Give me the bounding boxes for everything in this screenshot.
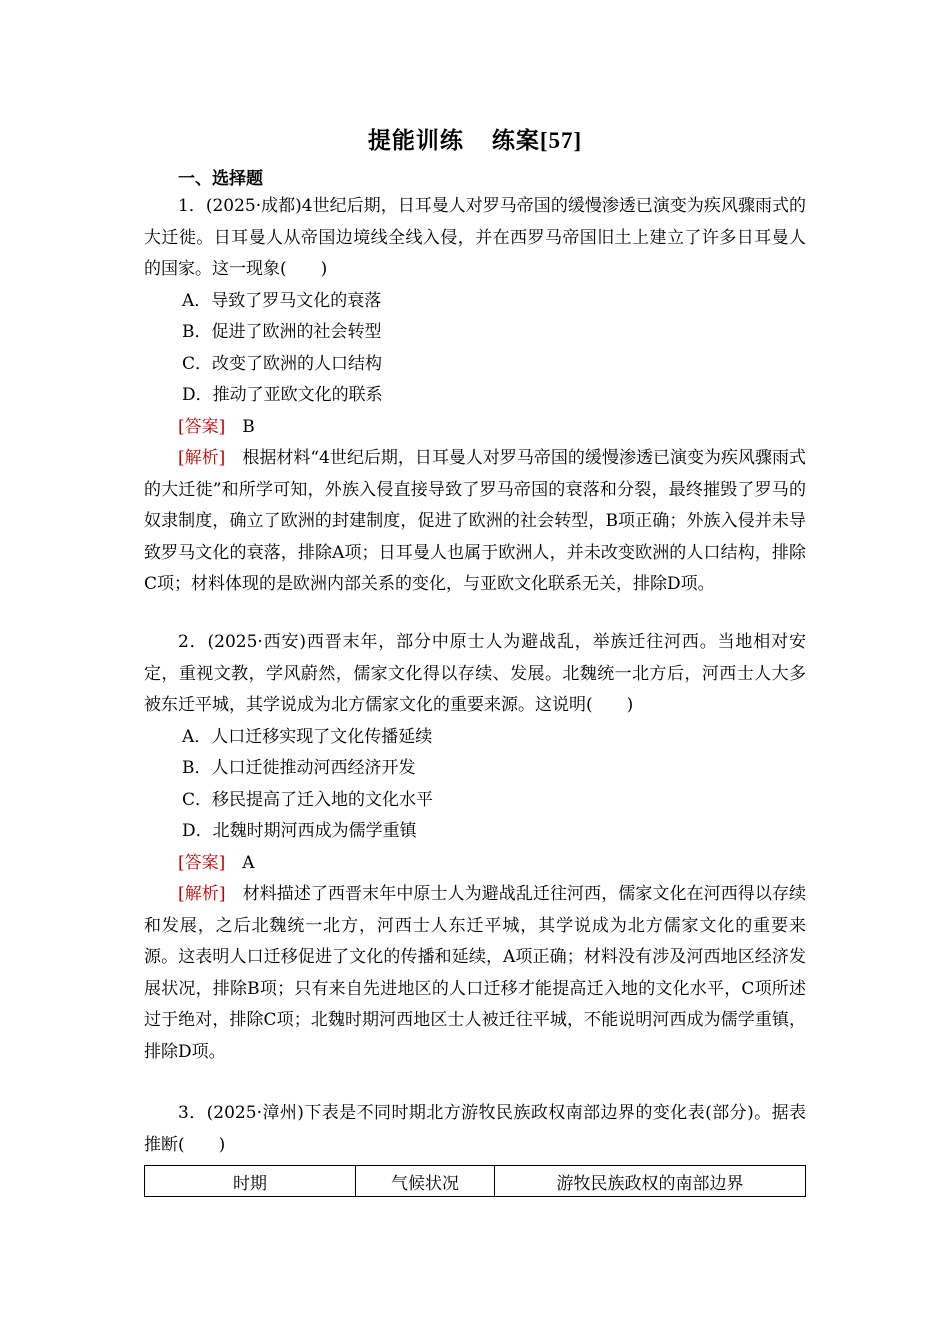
question-3-stem: 3．(2025·漳州)下表是不同时期北方游牧民族政权南部边界的变化表(部分)。据表推断( ) (144, 1103, 806, 1155)
question-1-explanation (144, 443, 806, 601)
question-2-option-c: C．移民提高了迁入地的文化水平 (182, 789, 434, 810)
question-1-option-d: D．推动了亚欧文化的联系 (182, 385, 383, 405)
question-2-option-d: D．北魏时期河西成为儒学重镇 (182, 821, 417, 841)
question-2-option-a: A．人口迁移实现了文化传播延续 (182, 726, 433, 747)
table-header-cell: 时期 (145, 1166, 356, 1197)
answer-value: B (242, 416, 255, 437)
explanation-text: 根据材料“4世纪后期，日耳曼人对罗马帝国的缓慢渗透已演变为疾风骤雨式的大迁徙”和所学可知，外族入侵直接导致了罗马帝国的衰落和分裂，最终摧毁了罗马的奴隶制度，确立了欧洲的封建制度，促进了欧洲的社会转型，B项正确；外族入侵并未导致罗马文化的衰落，排除A项；日耳曼人也属于欧洲人，并未改变欧洲的人口结构，排除C项；材料体现的是欧洲内部关系的变化，与亚欧文化联系无关，排除D项。 (144, 448, 807, 594)
question-2-option-b: B．人口迁徙推动河西经济开发 (182, 758, 416, 778)
title-right: 练案[57] (491, 128, 583, 153)
title-left: 提能训练 (367, 128, 464, 153)
question-1-option-c: C．改变了欧洲的人口结构 (182, 353, 383, 374)
answer-value: A (242, 852, 255, 873)
question-2-explanation (144, 879, 806, 1068)
question-2-stem: 2．(2025·西安)西晋末年，部分中原士人为避战乱，举族迁往河西。当地相对安定，重视文教，学风蔚然，儒家文化得以存续、发展。北魏统一北方后，河西士人大多被东迁平城，其学说成为北方儒家文化的重要来源。这说明( ) (144, 632, 806, 715)
answer-tag: [答案] (178, 416, 226, 437)
explanation-tag: [解析] (178, 448, 226, 468)
question-1-answer (144, 412, 806, 444)
table-header-cell: 气候状况 (356, 1166, 495, 1197)
question-3 (144, 1098, 806, 1161)
table-header-cell: 游牧民族政权的南部边界 (495, 1166, 806, 1197)
question-1-option-a: A．导致了罗马文化的衰落 (182, 290, 382, 311)
table-header-row (145, 1166, 806, 1197)
page-title (0, 122, 950, 155)
question-1-stem: 1．(2025·成都)4世纪后期，日耳曼人对罗马帝国的缓慢渗透已演变为疾风骤雨式的大迁徙。日耳曼人从帝国边境线全线入侵，并在西罗马帝国旧土上建立了许多日耳曼人的国家。这一现象( ) (144, 196, 806, 279)
answer-tag: [答案] (178, 852, 226, 873)
question-1 (144, 191, 806, 601)
question-2 (144, 627, 806, 1068)
explanation-text: 材料描述了西晋末年中原士人为避战乱迁往河西，儒家文化在河西得以存续和发展，之后北魏统一北方，河西士人东迁平城，其学说成为北方儒家文化的重要来源。这表明人口迁移促进了文化的传播和延续，A项正确；材料没有涉及河西地区经济发展状况，排除B项；只有来自先进地区的人口迁移才能提高迁入地的文化水平，C项所述过于绝对，排除C项；北魏时期河西地区士人被迁往平城，不能说明河西成为儒学重镇，排除D项。 (144, 884, 807, 1062)
question-1-option-b: B．促进了欧洲的社会转型 (182, 322, 382, 342)
question-3-table (144, 1165, 806, 1197)
section-heading: 一、选择题 (178, 169, 263, 189)
question-2-answer (144, 848, 806, 880)
explanation-tag: [解析] (178, 884, 226, 904)
